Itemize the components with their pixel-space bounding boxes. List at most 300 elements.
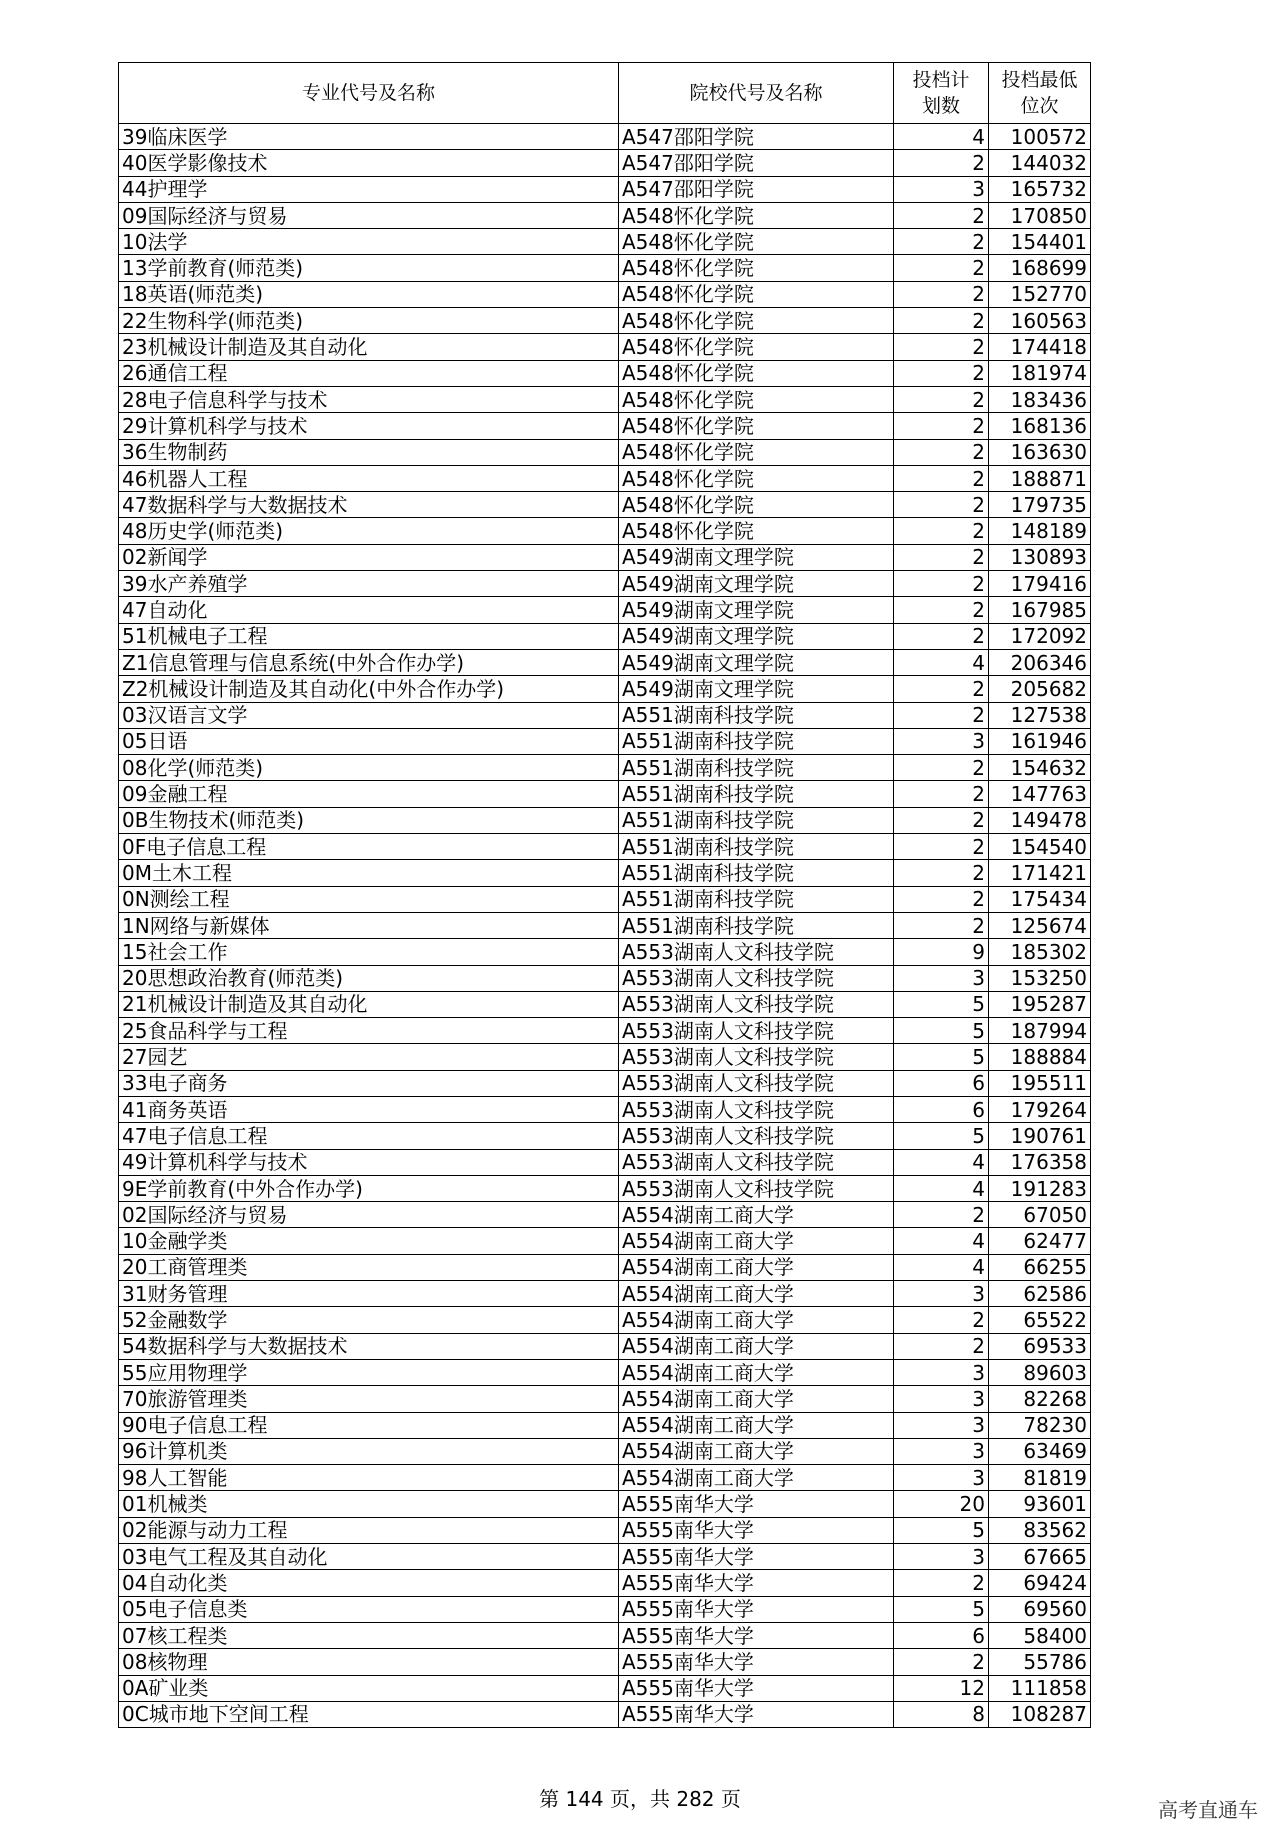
cell-major: 01机械类	[119, 1491, 619, 1517]
table-row	[119, 1307, 1091, 1333]
table-row	[119, 886, 1091, 912]
table-row	[119, 1018, 1091, 1044]
cell-major: Z1信息管理与信息系统(中外合作办学)	[119, 649, 619, 675]
table-row	[119, 518, 1091, 544]
cell-school: A553湖南人文科技学院	[619, 939, 894, 965]
header-plan-line1: 投档计	[912, 69, 970, 91]
cell-major: 08化学(师范类)	[119, 755, 619, 781]
cell-school: A553湖南人文科技学院	[619, 1175, 894, 1201]
cell-school: A555南华大学	[619, 1649, 894, 1675]
table-row	[119, 281, 1091, 307]
header-plan-line2: 划数	[921, 95, 960, 117]
cell-school: A554湖南工商大学	[619, 1465, 894, 1491]
cell-school: A555南华大学	[619, 1570, 894, 1596]
cell-major: 47数据科学与大数据技术	[119, 492, 619, 518]
cell-major: 07核工程类	[119, 1622, 619, 1648]
cell-min-rank: 83562	[989, 1517, 1091, 1543]
cell-major: 96计算机类	[119, 1438, 619, 1464]
table-row	[119, 1070, 1091, 1096]
table-row	[119, 571, 1091, 597]
cell-plan-count: 12	[894, 1675, 989, 1701]
cell-major: 46机器人工程	[119, 465, 619, 491]
cell-plan-count: 4	[894, 124, 989, 150]
cell-plan-count: 4	[894, 1149, 989, 1175]
cell-school: A548怀化学院	[619, 518, 894, 544]
cell-school: A549湖南文理学院	[619, 649, 894, 675]
table-row	[119, 544, 1091, 570]
cell-major: 9E学前教育(中外合作办学)	[119, 1175, 619, 1201]
cell-school: A554湖南工商大学	[619, 1281, 894, 1307]
cell-plan-count: 4	[894, 649, 989, 675]
cell-plan-count: 2	[894, 150, 989, 176]
cell-min-rank: 179264	[989, 1096, 1091, 1122]
cell-major: 33电子商务	[119, 1070, 619, 1096]
cell-plan-count: 8	[894, 1701, 989, 1727]
cell-major: 02国际经济与贸易	[119, 1202, 619, 1228]
cell-min-rank: 168699	[989, 255, 1091, 281]
cell-plan-count: 3	[894, 1465, 989, 1491]
cell-major: 39临床医学	[119, 124, 619, 150]
cell-min-rank: 187994	[989, 1018, 1091, 1044]
cell-school: A551湖南科技学院	[619, 834, 894, 860]
cell-school: A553湖南人文科技学院	[619, 965, 894, 991]
cell-major: 49计算机科学与技术	[119, 1149, 619, 1175]
cell-plan-count: 3	[894, 176, 989, 202]
table-row	[119, 1333, 1091, 1359]
table-row	[119, 1281, 1091, 1307]
table-row	[119, 1228, 1091, 1254]
cell-major: 23机械设计制造及其自动化	[119, 334, 619, 360]
cell-plan-count: 2	[894, 702, 989, 728]
table-row	[119, 1544, 1091, 1570]
cell-plan-count: 2	[894, 886, 989, 912]
cell-min-rank: 55786	[989, 1649, 1091, 1675]
cell-major: 47自动化	[119, 597, 619, 623]
header-row	[119, 63, 1091, 124]
cell-plan-count: 2	[894, 1570, 989, 1596]
cell-major: 20思想政治教育(师范类)	[119, 965, 619, 991]
cell-school: A553湖南人文科技学院	[619, 1018, 894, 1044]
table-row	[119, 255, 1091, 281]
cell-plan-count: 3	[894, 1438, 989, 1464]
cell-school: A548怀化学院	[619, 413, 894, 439]
cell-min-rank: 179735	[989, 492, 1091, 518]
cell-school: A551湖南科技学院	[619, 886, 894, 912]
table-row	[119, 1649, 1091, 1675]
cell-min-rank: 148189	[989, 518, 1091, 544]
cell-min-rank: 195511	[989, 1070, 1091, 1096]
cell-min-rank: 188871	[989, 465, 1091, 491]
cell-plan-count: 2	[894, 755, 989, 781]
table-row	[119, 1386, 1091, 1412]
cell-school: A549湖南文理学院	[619, 571, 894, 597]
cell-school: A555南华大学	[619, 1596, 894, 1622]
cell-school: A555南华大学	[619, 1622, 894, 1648]
cell-major: 03电气工程及其自动化	[119, 1544, 619, 1570]
cell-plan-count: 3	[894, 965, 989, 991]
table-row	[119, 150, 1091, 176]
cell-plan-count: 2	[894, 281, 989, 307]
cell-school: A549湖南文理学院	[619, 597, 894, 623]
cell-min-rank: 81819	[989, 1465, 1091, 1491]
cell-school: A555南华大学	[619, 1701, 894, 1727]
header-plan	[894, 63, 989, 124]
cell-min-rank: 149478	[989, 807, 1091, 833]
cell-plan-count: 2	[894, 1333, 989, 1359]
cell-plan-count: 2	[894, 597, 989, 623]
cell-major: 21机械设计制造及其自动化	[119, 991, 619, 1017]
cell-school: A553湖南人文科技学院	[619, 1070, 894, 1096]
cell-major: 04自动化类	[119, 1570, 619, 1596]
cell-min-rank: 167985	[989, 597, 1091, 623]
cell-plan-count: 20	[894, 1491, 989, 1517]
cell-min-rank: 195287	[989, 991, 1091, 1017]
table-row	[119, 860, 1091, 886]
table-row	[119, 1044, 1091, 1070]
table-row	[119, 649, 1091, 675]
cell-min-rank: 65522	[989, 1307, 1091, 1333]
cell-plan-count: 2	[894, 1202, 989, 1228]
header-school: 院校代号及名称	[619, 63, 894, 124]
table-row	[119, 623, 1091, 649]
cell-plan-count: 5	[894, 991, 989, 1017]
cell-min-rank: 190761	[989, 1123, 1091, 1149]
cell-plan-count: 2	[894, 308, 989, 334]
cell-min-rank: 179416	[989, 571, 1091, 597]
table-row	[119, 1517, 1091, 1543]
table-row	[119, 1096, 1091, 1122]
cell-school: A554湖南工商大学	[619, 1307, 894, 1333]
cell-school: A547邵阳学院	[619, 176, 894, 202]
cell-major: 15社会工作	[119, 939, 619, 965]
table-row	[119, 1175, 1091, 1201]
header-major: 专业代号及名称	[119, 63, 619, 124]
cell-school: A551湖南科技学院	[619, 728, 894, 754]
cell-school: A548怀化学院	[619, 386, 894, 412]
table-row	[119, 755, 1091, 781]
cell-major: 25食品科学与工程	[119, 1018, 619, 1044]
table-row	[119, 1570, 1091, 1596]
cell-school: A547邵阳学院	[619, 150, 894, 176]
cell-major: 03汉语言文学	[119, 702, 619, 728]
cell-plan-count: 3	[894, 1386, 989, 1412]
cell-major: 52金融数学	[119, 1307, 619, 1333]
cell-major: 0M土木工程	[119, 860, 619, 886]
table-row	[119, 360, 1091, 386]
cell-plan-count: 2	[894, 334, 989, 360]
cell-school: A553湖南人文科技学院	[619, 1149, 894, 1175]
cell-school: A548怀化学院	[619, 439, 894, 465]
cell-min-rank: 69533	[989, 1333, 1091, 1359]
cell-school: A551湖南科技学院	[619, 860, 894, 886]
cell-plan-count: 2	[894, 912, 989, 938]
table-row	[119, 229, 1091, 255]
cell-min-rank: 170850	[989, 202, 1091, 228]
cell-school: A554湖南工商大学	[619, 1333, 894, 1359]
cell-min-rank: 175434	[989, 886, 1091, 912]
cell-plan-count: 3	[894, 728, 989, 754]
cell-min-rank: 66255	[989, 1254, 1091, 1280]
cell-major: 13学前教育(师范类)	[119, 255, 619, 281]
cell-school: A555南华大学	[619, 1675, 894, 1701]
cell-plan-count: 2	[894, 518, 989, 544]
table-row	[119, 176, 1091, 202]
cell-major: 47电子信息工程	[119, 1123, 619, 1149]
cell-min-rank: 153250	[989, 965, 1091, 991]
cell-major: 18英语(师范类)	[119, 281, 619, 307]
cell-major: 0F电子信息工程	[119, 834, 619, 860]
cell-plan-count: 4	[894, 1254, 989, 1280]
cell-plan-count: 3	[894, 1412, 989, 1438]
cell-major: 02能源与动力工程	[119, 1517, 619, 1543]
table-row	[119, 912, 1091, 938]
table-row	[119, 308, 1091, 334]
cell-min-rank: 127538	[989, 702, 1091, 728]
cell-plan-count: 5	[894, 1517, 989, 1543]
cell-min-rank: 67665	[989, 1544, 1091, 1570]
cell-plan-count: 3	[894, 1359, 989, 1385]
cell-plan-count: 2	[894, 623, 989, 649]
cell-min-rank: 163630	[989, 439, 1091, 465]
cell-major: 02新闻学	[119, 544, 619, 570]
cell-major: 51机械电子工程	[119, 623, 619, 649]
table-body	[119, 124, 1091, 1728]
cell-plan-count: 9	[894, 939, 989, 965]
cell-school: A551湖南科技学院	[619, 755, 894, 781]
cell-school: A553湖南人文科技学院	[619, 1044, 894, 1070]
cell-plan-count: 2	[894, 413, 989, 439]
cell-major: 22生物科学(师范类)	[119, 308, 619, 334]
table-row	[119, 413, 1091, 439]
cell-min-rank: 67050	[989, 1202, 1091, 1228]
table-row	[119, 1465, 1091, 1491]
table-row	[119, 1149, 1091, 1175]
cell-major: 0N测绘工程	[119, 886, 619, 912]
cell-plan-count: 5	[894, 1018, 989, 1044]
cell-min-rank: 100572	[989, 124, 1091, 150]
cell-major: 09国际经济与贸易	[119, 202, 619, 228]
cell-min-rank: 174418	[989, 334, 1091, 360]
cell-major: Z2机械设计制造及其自动化(中外合作办学)	[119, 676, 619, 702]
table-row	[119, 1359, 1091, 1385]
cell-major: 70旅游管理类	[119, 1386, 619, 1412]
table-row	[119, 781, 1091, 807]
cell-major: 28电子信息科学与技术	[119, 386, 619, 412]
cell-school: A553湖南人文科技学院	[619, 991, 894, 1017]
cell-major: 27园艺	[119, 1044, 619, 1070]
cell-min-rank: 181974	[989, 360, 1091, 386]
cell-school: A548怀化学院	[619, 308, 894, 334]
cell-plan-count: 5	[894, 1123, 989, 1149]
table-row	[119, 676, 1091, 702]
cell-plan-count: 2	[894, 571, 989, 597]
cell-major: 10金融学类	[119, 1228, 619, 1254]
cell-min-rank: 111858	[989, 1675, 1091, 1701]
cell-school: A548怀化学院	[619, 492, 894, 518]
cell-min-rank: 160563	[989, 308, 1091, 334]
cell-school: A548怀化学院	[619, 334, 894, 360]
cell-min-rank: 63469	[989, 1438, 1091, 1464]
cell-min-rank: 130893	[989, 544, 1091, 570]
table-row	[119, 1701, 1091, 1727]
cell-min-rank: 191283	[989, 1175, 1091, 1201]
cell-plan-count: 5	[894, 1596, 989, 1622]
cell-school: A551湖南科技学院	[619, 702, 894, 728]
cell-major: 09金融工程	[119, 781, 619, 807]
table-row	[119, 1412, 1091, 1438]
cell-school: A551湖南科技学院	[619, 781, 894, 807]
cell-major: 54数据科学与大数据技术	[119, 1333, 619, 1359]
cell-school: A554湖南工商大学	[619, 1386, 894, 1412]
table-row	[119, 807, 1091, 833]
cell-plan-count: 3	[894, 1281, 989, 1307]
cell-plan-count: 2	[894, 860, 989, 886]
header-rank-line2: 位次	[1020, 95, 1059, 117]
table-row	[119, 1675, 1091, 1701]
cell-min-rank: 78230	[989, 1412, 1091, 1438]
cell-min-rank: 93601	[989, 1491, 1091, 1517]
cell-plan-count: 2	[894, 807, 989, 833]
table-row	[119, 465, 1091, 491]
cell-plan-count: 6	[894, 1096, 989, 1122]
table-row	[119, 834, 1091, 860]
cell-major: 55应用物理学	[119, 1359, 619, 1385]
cell-major: 41商务英语	[119, 1096, 619, 1122]
cell-min-rank: 62477	[989, 1228, 1091, 1254]
table-row	[119, 597, 1091, 623]
cell-plan-count: 2	[894, 439, 989, 465]
cell-plan-count: 2	[894, 676, 989, 702]
cell-school: A548怀化学院	[619, 255, 894, 281]
table-row	[119, 1123, 1091, 1149]
cell-school: A548怀化学院	[619, 229, 894, 255]
table-row	[119, 202, 1091, 228]
cell-min-rank: 185302	[989, 939, 1091, 965]
table-row	[119, 1622, 1091, 1648]
table-row	[119, 939, 1091, 965]
cell-min-rank: 89603	[989, 1359, 1091, 1385]
cell-plan-count: 2	[894, 255, 989, 281]
table-row	[119, 1438, 1091, 1464]
cell-min-rank: 206346	[989, 649, 1091, 675]
cell-major: 40医学影像技术	[119, 150, 619, 176]
cell-min-rank: 82268	[989, 1386, 1091, 1412]
cell-school: A554湖南工商大学	[619, 1359, 894, 1385]
cell-min-rank: 165732	[989, 176, 1091, 202]
table-row	[119, 728, 1091, 754]
cell-min-rank: 69560	[989, 1596, 1091, 1622]
page-number: 第 144 页，共 282 页	[539, 1787, 741, 1811]
cell-major: 05日语	[119, 728, 619, 754]
cell-plan-count: 2	[894, 834, 989, 860]
cell-school: A547邵阳学院	[619, 124, 894, 150]
cell-plan-count: 2	[894, 202, 989, 228]
table-row	[119, 1491, 1091, 1517]
cell-plan-count: 6	[894, 1622, 989, 1648]
cell-school: A549湖南文理学院	[619, 544, 894, 570]
cell-plan-count: 2	[894, 1307, 989, 1333]
cell-major: 29计算机科学与技术	[119, 413, 619, 439]
cell-major: 0B生物技术(师范类)	[119, 807, 619, 833]
cell-school: A551湖南科技学院	[619, 912, 894, 938]
cell-school: A549湖南文理学院	[619, 676, 894, 702]
cell-min-rank: 168136	[989, 413, 1091, 439]
cell-major: 31财务管理	[119, 1281, 619, 1307]
cell-plan-count: 3	[894, 1544, 989, 1570]
cell-min-rank: 176358	[989, 1149, 1091, 1175]
cell-school: A548怀化学院	[619, 281, 894, 307]
cell-major: 48历史学(师范类)	[119, 518, 619, 544]
cell-school: A551湖南科技学院	[619, 807, 894, 833]
cell-min-rank: 188884	[989, 1044, 1091, 1070]
cell-plan-count: 2	[894, 492, 989, 518]
cell-major: 39水产养殖学	[119, 571, 619, 597]
table-row	[119, 1596, 1091, 1622]
cell-school: A554湖南工商大学	[619, 1228, 894, 1254]
cell-plan-count: 4	[894, 1175, 989, 1201]
cell-min-rank: 171421	[989, 860, 1091, 886]
cell-plan-count: 2	[894, 465, 989, 491]
cell-school: A553湖南人文科技学院	[619, 1123, 894, 1149]
watermark: 高考直通车	[1158, 1798, 1258, 1822]
cell-plan-count: 2	[894, 386, 989, 412]
cell-min-rank: 205682	[989, 676, 1091, 702]
cell-min-rank: 62586	[989, 1281, 1091, 1307]
cell-school: A553湖南人文科技学院	[619, 1096, 894, 1122]
cell-plan-count: 6	[894, 1070, 989, 1096]
cell-major: 36生物制药	[119, 439, 619, 465]
table-row	[119, 1202, 1091, 1228]
cell-school: A555南华大学	[619, 1491, 894, 1517]
cell-plan-count: 4	[894, 1228, 989, 1254]
cell-school: A554湖南工商大学	[619, 1412, 894, 1438]
cell-plan-count: 2	[894, 229, 989, 255]
header-rank-line1: 投档最低	[1001, 69, 1078, 91]
cell-major: 98人工智能	[119, 1465, 619, 1491]
cell-major: 10法学	[119, 229, 619, 255]
cell-major: 05电子信息类	[119, 1596, 619, 1622]
cell-min-rank: 152770	[989, 281, 1091, 307]
admission-table	[118, 62, 1091, 1728]
table-row	[119, 439, 1091, 465]
cell-min-rank: 144032	[989, 150, 1091, 176]
cell-major: 1N网络与新媒体	[119, 912, 619, 938]
cell-plan-count: 2	[894, 360, 989, 386]
cell-min-rank: 125674	[989, 912, 1091, 938]
cell-major: 90电子信息工程	[119, 1412, 619, 1438]
cell-min-rank: 183436	[989, 386, 1091, 412]
cell-min-rank: 69424	[989, 1570, 1091, 1596]
cell-plan-count: 2	[894, 544, 989, 570]
cell-school: A548怀化学院	[619, 360, 894, 386]
cell-min-rank: 172092	[989, 623, 1091, 649]
cell-plan-count: 5	[894, 1044, 989, 1070]
cell-major: 44护理学	[119, 176, 619, 202]
table-row	[119, 386, 1091, 412]
cell-min-rank: 161946	[989, 728, 1091, 754]
cell-plan-count: 2	[894, 781, 989, 807]
cell-min-rank: 154401	[989, 229, 1091, 255]
cell-min-rank: 154540	[989, 834, 1091, 860]
header-rank	[989, 63, 1091, 124]
cell-min-rank: 147763	[989, 781, 1091, 807]
cell-major: 08核物理	[119, 1649, 619, 1675]
cell-school: A554湖南工商大学	[619, 1254, 894, 1280]
cell-major: 0C城市地下空间工程	[119, 1701, 619, 1727]
table-row	[119, 492, 1091, 518]
table-row	[119, 991, 1091, 1017]
cell-school: A548怀化学院	[619, 465, 894, 491]
